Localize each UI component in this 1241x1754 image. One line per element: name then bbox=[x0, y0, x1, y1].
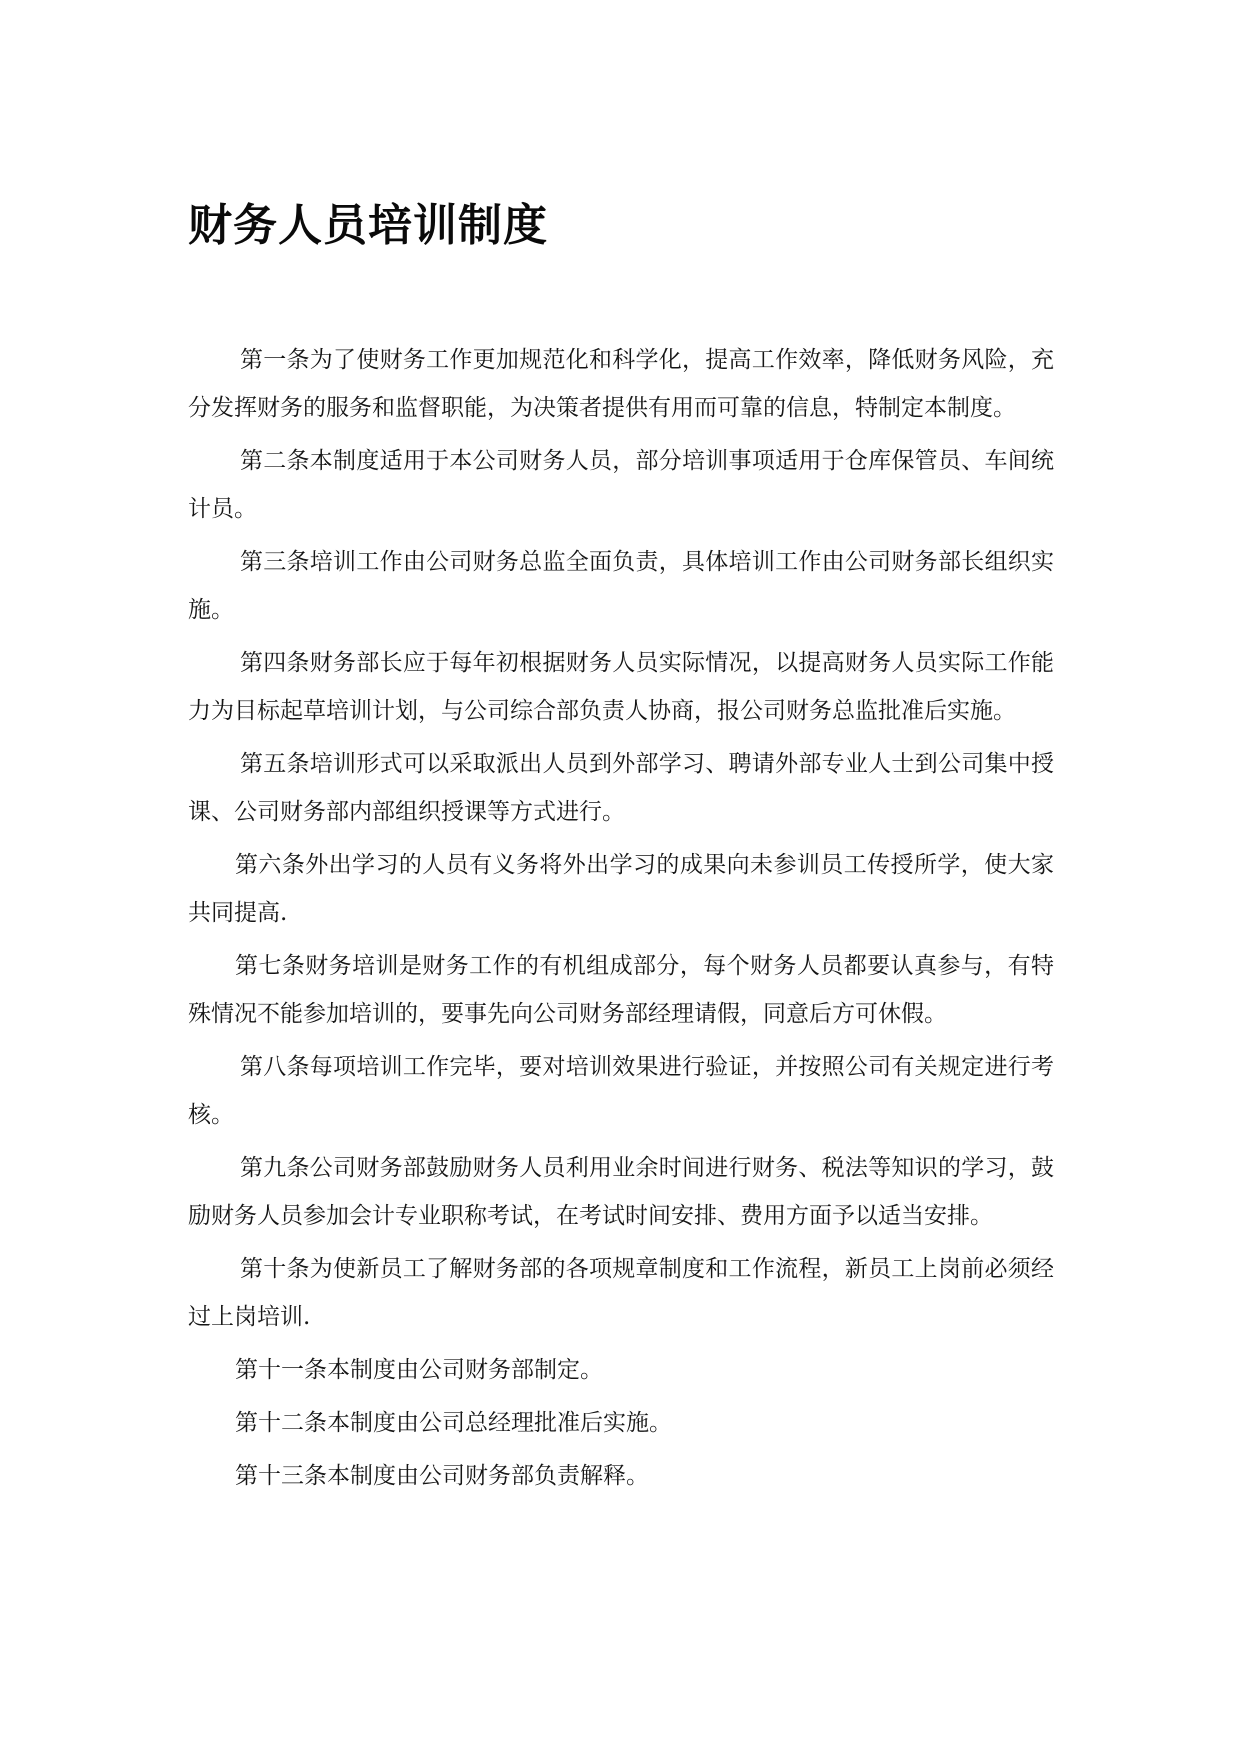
article-10: 第十条为使新员工了解财务部的各项规章制度和工作流程，新员工上岗前必须经过上岗培训. bbox=[188, 1256, 1054, 1330]
article-8: 第八条每项培训工作完毕，要对培训效果进行验证，并按照公司有关规定进行考核。 bbox=[188, 1054, 1054, 1128]
article-9: 第九条公司财务部鼓励财务人员利用业余时间进行财务、税法等知识的学习，鼓励财务人员参加会计专业职称考试，在考试时间安排、费用方面予以适当安排。 bbox=[188, 1155, 1054, 1229]
article-11: 第十一条本制度由公司财务部制定。 bbox=[235, 1357, 603, 1383]
article-3: 第三条培训工作由公司财务总监全面负责，具体培训工作由公司财务部长组织实施。 bbox=[188, 549, 1054, 623]
article-7: 第七条财务培训是财务工作的有机组成部分，每个财务人员都要认真参与，有特殊情况不能参加培训的，要事先向公司财务部经理请假，同意后方可休假。 bbox=[188, 953, 1054, 1027]
article-5: 第五条培训形式可以采取派出人员到外部学习、聘请外部专业人士到公司集中授课、公司财务部内部组织授课等方式进行。 bbox=[188, 751, 1054, 825]
article-13: 第十三条本制度由公司财务部负责解释。 bbox=[235, 1463, 649, 1489]
document-body bbox=[188, 336, 1054, 1505]
article-6: 第六条外出学习的人员有义务将外出学习的成果向未参训员工传授所学，使大家共同提高. bbox=[188, 852, 1054, 926]
document-title: 财务人员培训制度 bbox=[188, 200, 548, 251]
article-12: 第十二条本制度由公司总经理批准后实施。 bbox=[235, 1410, 672, 1436]
article-4: 第四条财务部长应于每年初根据财务人员实际情况，以提高财务人员实际工作能力为目标起草培训计划，与公司综合部负责人协商，报公司财务总监批准后实施。 bbox=[188, 650, 1054, 724]
article-2: 第二条本制度适用于本公司财务人员，部分培训事项适用于仓库保管员、车间统计员。 bbox=[188, 448, 1054, 522]
article-1: 第一条为了使财务工作更加规范化和科学化，提高工作效率，降低财务风险，充分发挥财务的服务和监督职能，为决策者提供有用而可靠的信息，特制定本制度。 bbox=[188, 347, 1054, 421]
